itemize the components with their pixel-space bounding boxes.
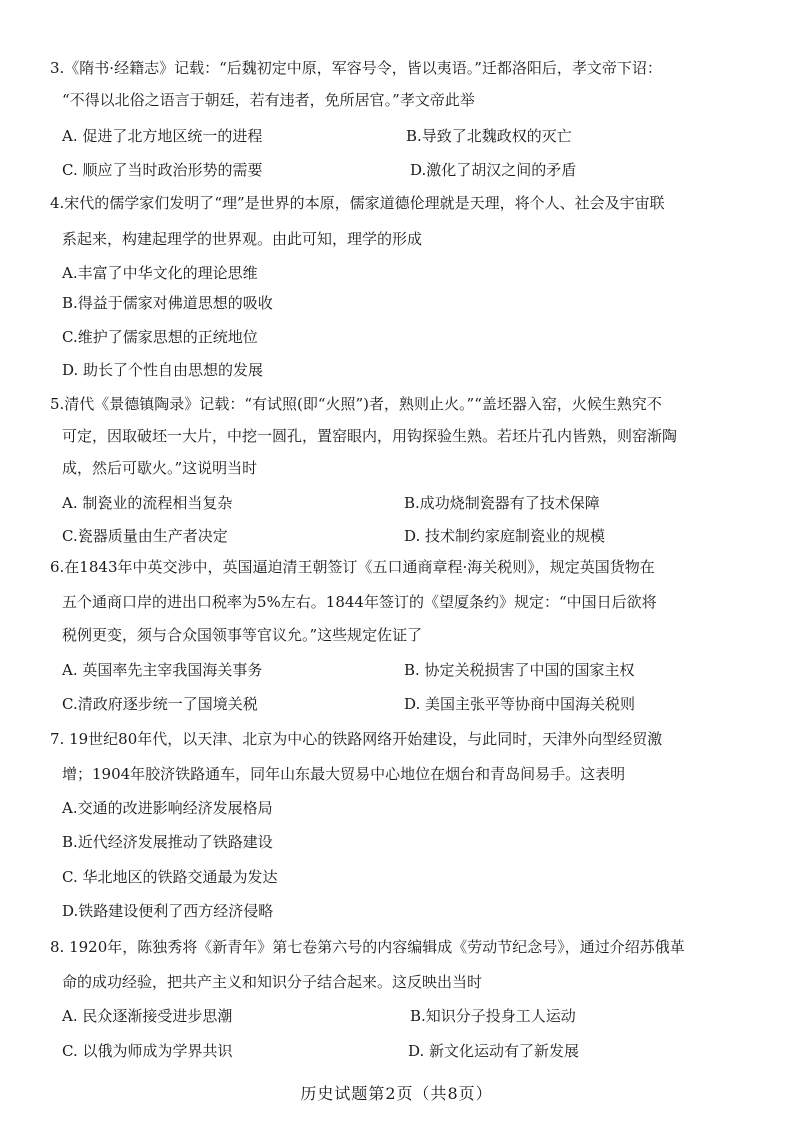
question-7-option-b: B.近代经济发展推动了铁路建设	[62, 833, 273, 851]
question-8-option-d: D. 新文化运动有了新发展	[408, 1042, 580, 1060]
question-7-stem-line-1: 7. 19世纪80年代，以天津、北京为中心的铁路网络开始建设，与此同时，天津外向型经贸激	[50, 730, 663, 748]
question-8-option-a: A. 民众逐渐接受进步思潮	[62, 1007, 233, 1025]
question-8-option-c: C. 以俄为师成为学界共识	[62, 1042, 233, 1060]
question-7-option-a: A.交通的改进影响经济发展格局	[62, 799, 273, 817]
question-6-stem-line-1: 6.在1843年中英交涉中，英国逼迫清王朝签订《五口通商章程·海关税则》，规定英国货物在	[50, 558, 655, 576]
question-7	[50, 729, 740, 784]
question-7-option-d: D.铁路建设便利了西方经济侵略	[62, 902, 274, 920]
question-8-option-b: B.知识分子投身工人运动	[410, 1007, 576, 1025]
question-6	[50, 557, 740, 645]
question-8-stem-line-1: 8. 1920年，陈独秀将《新青年》第七卷第六号的内容编辑成《劳动节纪念号》，通过介绍苏俄革	[50, 938, 685, 956]
question-4-stem-line-2: 系起来，构建起理学的世界观。由此可知，理学的形成	[62, 230, 423, 248]
question-5-option-b: B.成功烧制瓷器有了技术保障	[404, 494, 600, 512]
question-5-option-d: D. 技术制约家庭制瓷业的规模	[404, 527, 606, 545]
question-6-stem-line-3: 税例更变，须与合众国领事等官议允。”这些规定佐证了	[62, 626, 423, 644]
question-3-option-a: A. 促进了北方地区统一的进程	[62, 127, 263, 145]
question-5-option-c: C.瓷器质量由生产者决定	[62, 527, 228, 545]
question-5	[50, 394, 740, 478]
question-3-stem-line-2: “不得以北俗之语言于朝廷，若有违者，免所居官。”孝文帝此举	[62, 91, 475, 109]
question-5-option-a: A. 制瓷业的流程相当复杂	[62, 494, 233, 512]
question-6-option-d: D. 美国主张平等协商中国海关税则	[404, 695, 636, 713]
question-3-option-d: D.激化了胡汉之间的矛盾	[410, 161, 577, 179]
question-4-option-d: D. 助长了个性自由思想的发展	[62, 361, 264, 379]
question-3-option-b: B.导致了北魏政权的灭亡	[406, 127, 572, 145]
question-7-option-c: C. 华北地区的铁路交通最为发达	[62, 868, 278, 886]
question-4	[50, 193, 740, 249]
page-footer: 历史试题第2页（共8页）	[300, 1084, 493, 1103]
question-4-stem-line-1: 4.宋代的儒学家们发明了“理”是世界的本原，儒家道德伦理就是天理，将个人、社会及宇宙联	[50, 194, 665, 212]
question-6-option-b: B. 协定关税损害了中国的国家主权	[404, 661, 635, 679]
question-8-stem-line-2: 命的成功经验，把共产主义和知识分子结合起来。这反映出当时	[62, 973, 483, 991]
question-3	[50, 58, 740, 110]
question-5-stem-line-1: 5.清代《景德镇陶录》记载：“有试照(即“火照”)者，熟则止火。”“盖坯器入窑，火候生熟究不	[50, 395, 662, 413]
question-7-stem-line-2: 增；1904年胶济铁路通车，同年山东最大贸易中心地位在烟台和青岛间易手。这表明	[62, 765, 626, 783]
question-6-stem-line-2: 五个通商口岸的进出口税率为5%左右。1844年签订的《望厦条约》规定：“中国日后欲将	[62, 593, 657, 611]
question-4-option-a: A.丰富了中华文化的理论思维	[62, 264, 258, 282]
question-6-option-c: C.清政府逐步统一了国境关税	[62, 695, 258, 713]
question-3-stem-line-1: 3.《隋书·经籍志》记载：“后魏初定中原，军容号令，皆以夷语。”迁都洛阳后，孝文帝下诏：	[50, 59, 662, 77]
question-4-option-b: B.得益于儒家对佛道思想的吸收	[62, 294, 273, 312]
question-6-option-a: A. 英国率先主宰我国海关事务	[62, 661, 263, 679]
question-8	[50, 937, 740, 992]
question-4-option-c: C.维护了儒家思想的正统地位	[62, 328, 258, 346]
question-5-stem-line-3: 成，然后可歇火。”这说明当时	[62, 459, 258, 477]
question-5-stem-line-2: 可定，因取破坯一大片，中挖一圆孔，置窑眼内，用钩探验生熟。若坯片孔内皆熟，则窑渐陶	[62, 427, 678, 445]
question-3-option-c: C. 顺应了当时政治形势的需要	[62, 161, 263, 179]
